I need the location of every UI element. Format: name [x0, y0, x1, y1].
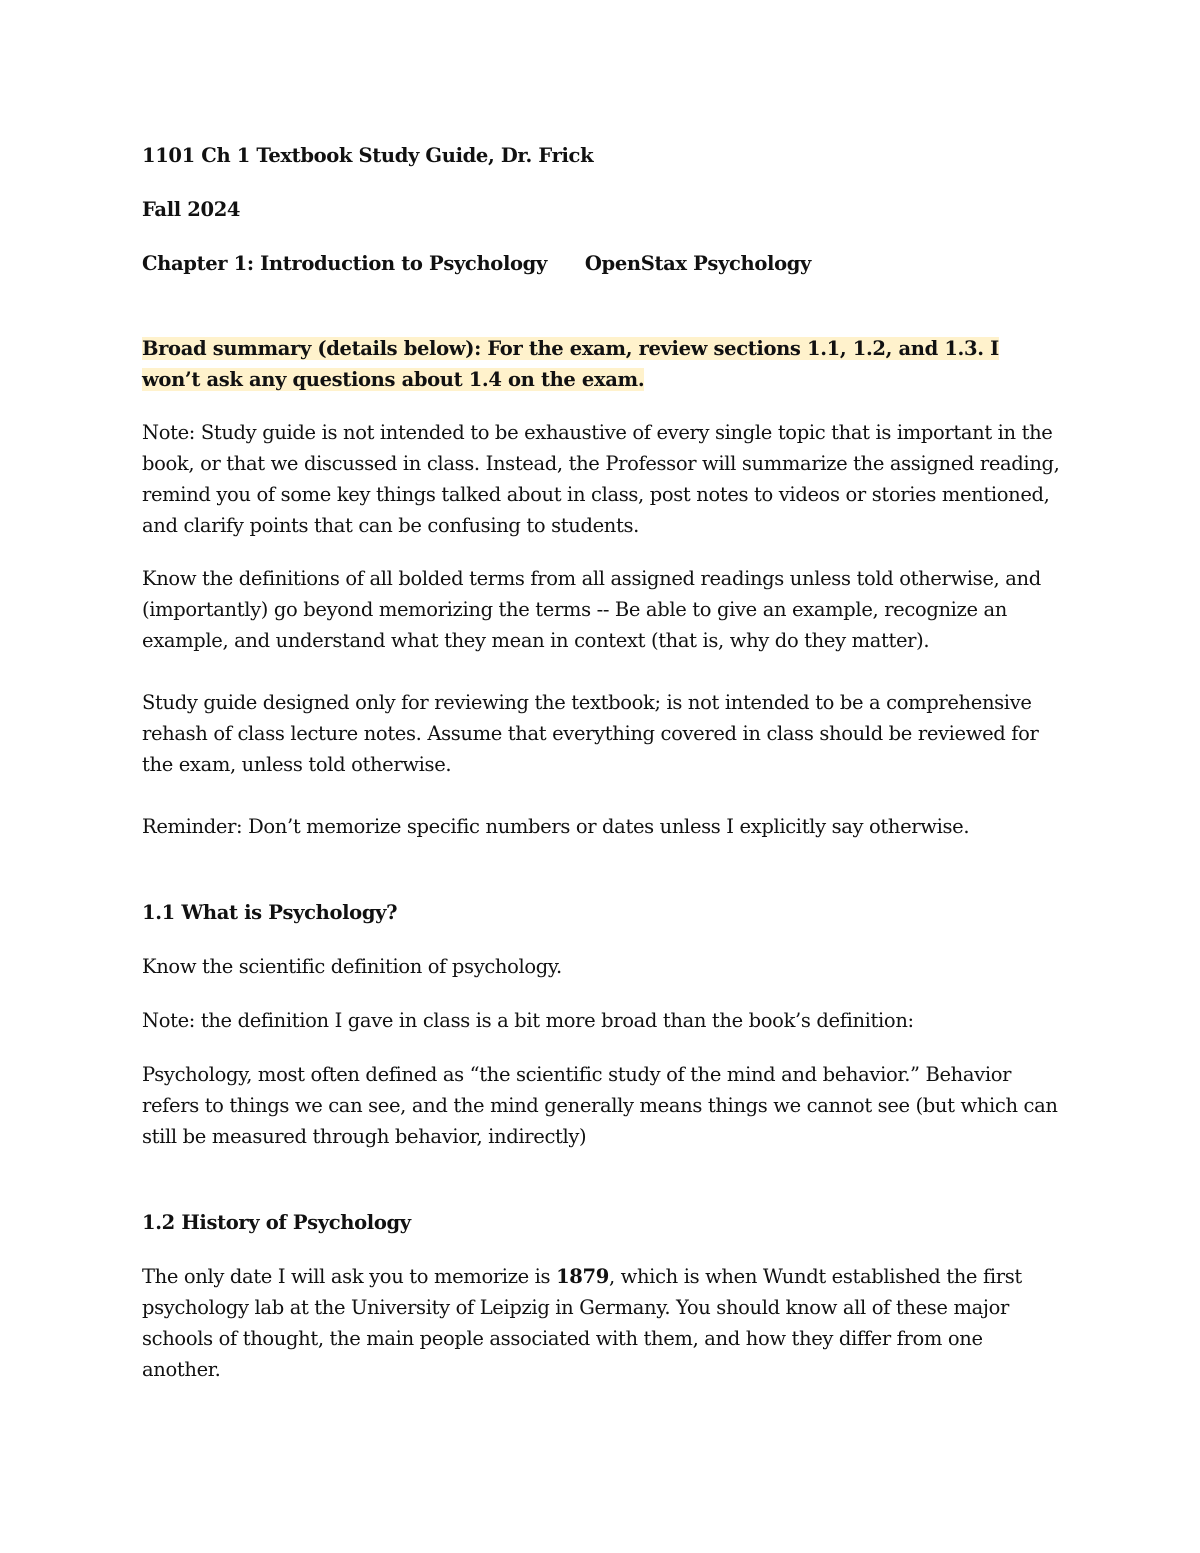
reminder-paragraph: Reminder: Don’t memorize specific numbers or dates unless I explicitly say otherwise. [142, 815, 970, 838]
chapter-title: Chapter 1: Introduction to Psychology [142, 252, 547, 275]
section-1-1-paragraph-2: Note: the definition I gave in class is a bit more broad than the book’s definition: [142, 1009, 914, 1032]
document-term: Fall 2024 [142, 198, 241, 221]
study-guide-note: Note: Study guide is not intended to be exhaustive of every single topic that is important in the book, or that we discussed in class. Instead, the Professor will summarize the assigned reading, remind you of some key things talked about in class, post notes to videos or stories mentioned, and clarify points that can be confusing to students. [142, 421, 1060, 537]
section-1-1-paragraph-1: Know the scientific definition of psychology. [142, 955, 562, 978]
section-1-2-paragraph-1 [142, 1261, 1062, 1385]
document-title: 1101 Ch 1 Textbook Study Guide, Dr. Frick [142, 144, 594, 167]
section-1-2-text-after: , which is when Wundt established the first psychology lab at the University of Leipzig in Germany. You should know all of these major schools of thought, the main people associated with them, and how they differ from one another. [142, 1265, 1022, 1381]
section-1-1-heading: 1.1 What is Psychology? [142, 901, 398, 924]
section-1-1-paragraph-3: Psychology, most often defined as “the scientific study of the mind and behavior.” Behavior refers to things we can see, and the mind generally means things we cannot see (but which can still be measured through behavior, indirectly) [142, 1063, 1058, 1148]
document-body [142, 140, 1062, 1385]
textbook-name: OpenStax Psychology [584, 252, 812, 275]
section-1-2-text-before: The only date I will ask you to memorize is [142, 1265, 557, 1288]
review-paragraph: Study guide designed only for reviewing the textbook; is not intended to be a comprehensive rehash of class lecture notes. Assume that everything covered in class should be reviewed for the exam, unless told otherwise. [142, 691, 1039, 776]
chapter-line [142, 248, 1062, 279]
broad-summary [142, 333, 1062, 395]
broad-summary-text: Broad summary (details below): For the exam, review sections 1.1, 1.2, and 1.3. I won’t ask any questions about 1.4 on the exam. [142, 337, 999, 391]
wundt-year: 1879 [556, 1265, 609, 1288]
definitions-paragraph: Know the definitions of all bolded terms from all assigned readings unless told otherwise, and (importantly) go beyond memorizing the terms -- Be able to give an example, recognize an example, and understand what they mean in context (that is, why do they matter). [142, 567, 1041, 652]
section-1-2-heading: 1.2 History of Psychology [142, 1211, 411, 1234]
